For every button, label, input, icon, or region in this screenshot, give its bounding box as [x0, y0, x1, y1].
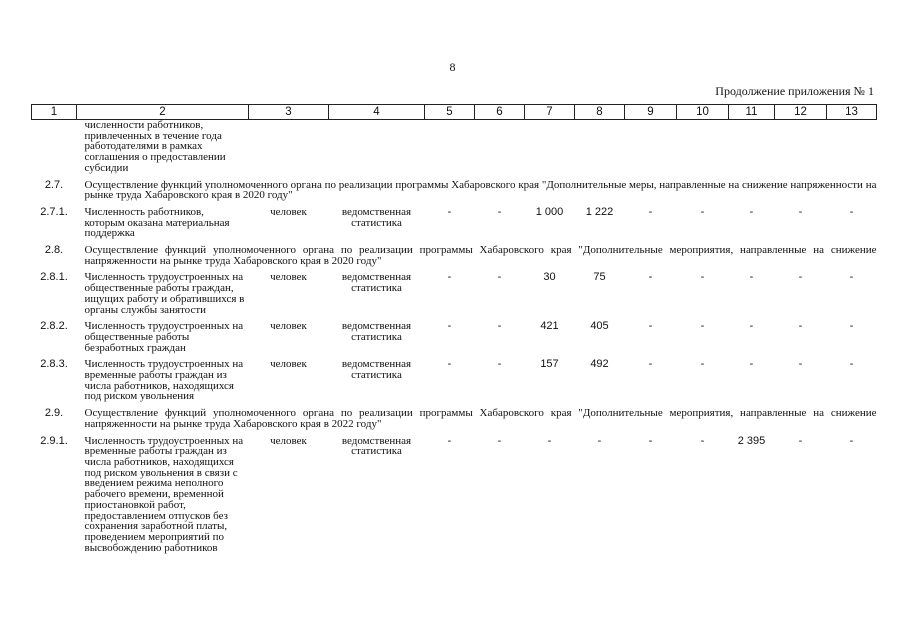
value-cell: - — [497, 205, 502, 218]
indicator-number: 2.8.1. — [40, 271, 68, 284]
section-row — [32, 174, 877, 201]
value-cell: 2 395 — [737, 434, 766, 447]
section-number: 2.9. — [44, 407, 64, 420]
value-cell: 75 — [593, 271, 606, 284]
header-cell: 12 — [775, 105, 827, 120]
value-cell: - — [447, 434, 452, 447]
value-cell: - — [849, 320, 854, 333]
section-row — [32, 402, 877, 429]
header-cell: 10 — [677, 105, 729, 120]
source-cell: ведомственная статистика — [341, 205, 412, 229]
section-number: 2.7. — [44, 178, 64, 191]
value-cell: - — [597, 434, 602, 447]
value-cell: - — [447, 320, 452, 333]
header-cell: 1 — [32, 105, 77, 120]
unit-cell: человек — [270, 320, 307, 333]
value-cell: - — [497, 434, 502, 447]
page-number: 8 — [449, 60, 456, 74]
value-cell: - — [798, 320, 803, 333]
value-cell: - — [798, 205, 803, 218]
value-cell: - — [849, 358, 854, 371]
continued-indicator-text: численности работников, привлеченных в течение года работодателями в рамках соглашения о предоставлении субсидии — [84, 119, 226, 174]
header-row — [32, 105, 877, 120]
value-cell: 492 — [590, 358, 609, 371]
unit-cell: человек — [270, 205, 307, 218]
value-cell: - — [447, 358, 452, 371]
indicators-table — [31, 104, 877, 553]
value-cell: - — [447, 205, 452, 218]
table-row — [32, 353, 877, 402]
source-cell: ведомственная статистика — [341, 271, 412, 295]
value-cell: - — [648, 434, 653, 447]
source-cell: ведомственная статистика — [341, 434, 412, 458]
indicator-name: Численность работников, которым оказана материальная поддержка — [84, 205, 230, 240]
source-cell: ведомственная статистика — [341, 358, 412, 382]
value-cell: - — [749, 205, 754, 218]
unit-cell: человек — [270, 434, 307, 447]
indicator-number: 2.8.2. — [40, 320, 68, 333]
value-cell: - — [497, 320, 502, 333]
empty-cell — [249, 120, 877, 174]
header-cell: 3 — [249, 105, 329, 120]
value-cell: - — [447, 271, 452, 284]
unit-cell: человек — [270, 358, 307, 371]
indicator-number: 2.8.3. — [40, 358, 68, 371]
header-cell: 4 — [329, 105, 425, 120]
value-cell: - — [749, 358, 754, 371]
indicator-number: 2.7.1. — [40, 205, 68, 218]
header-cell: 2 — [77, 105, 249, 120]
value-cell: - — [700, 205, 705, 218]
header-cell: 8 — [575, 105, 625, 120]
value-cell: 30 — [543, 271, 556, 284]
value-cell: - — [648, 205, 653, 218]
indicator-name: Численность трудоустроенных на общественные работы безработных граждан — [84, 320, 244, 354]
header-cell: 9 — [625, 105, 677, 120]
value-cell: 1 222 — [585, 205, 614, 218]
section-title: Осуществление функций уполномоченного органа по реализации программы Хабаровского края "Дополнительные мероприятия, направленные на снижение напряженности на рынке труда Хабаровского края в 2022 году" — [84, 407, 877, 430]
continuation-label: Продолжение приложения № 1 — [715, 84, 874, 98]
indicator-name: Численность трудоустроенных на временные работы граждан из числа работников, находящихся под риском увольнения — [84, 358, 244, 403]
value-cell: - — [798, 271, 803, 284]
value-cell: - — [849, 434, 854, 447]
value-cell: - — [700, 434, 705, 447]
table-row — [32, 315, 877, 353]
value-cell: - — [849, 205, 854, 218]
value-cell: - — [798, 434, 803, 447]
value-cell: 405 — [590, 320, 609, 333]
indicator-name: Численность трудоустроенных на общественные работы граждан, ищущих работу и обратившихся в органы службы занятости — [84, 271, 245, 316]
row-number-cell — [32, 120, 77, 174]
header-cell: 7 — [525, 105, 575, 120]
table-row — [32, 430, 877, 554]
section-title: Осуществление функций уполномоченного органа по реализации программы Хабаровского края "Дополнительные меры, направленные на снижение напряженности на рынке труда Хабаровского края в 2020 году" — [84, 178, 877, 202]
value-cell: - — [700, 358, 705, 371]
value-cell: - — [648, 358, 653, 371]
header-cell: 13 — [827, 105, 877, 120]
table-row — [32, 120, 877, 174]
value-cell: 421 — [540, 320, 559, 333]
section-row — [32, 239, 877, 266]
value-cell: - — [700, 320, 705, 333]
section-title: Осуществление функций уполномоченного органа по реализации программы Хабаровского края "Дополнительные мероприятия, направленные на снижение напряженности на рынке труда Хабаровского края в 2020 году" — [84, 244, 877, 267]
unit-cell: человек — [270, 271, 307, 284]
value-cell: - — [749, 320, 754, 333]
value-cell: - — [648, 320, 653, 333]
table-row — [32, 201, 877, 239]
value-cell: 1 000 — [535, 205, 564, 218]
value-cell: - — [497, 271, 502, 284]
value-cell: 157 — [540, 358, 559, 371]
header-cell: 6 — [475, 105, 525, 120]
table-row — [32, 266, 877, 315]
value-cell: - — [700, 271, 705, 284]
table-body — [32, 120, 877, 554]
indicator-name: Численность трудоустроенных на временные работы граждан из числа работников, находящихся под риском увольнения в связи с введением режима неполного рабочего времени, временной приостановкой работ, предоставлением отпусков без сохранения заработной платы, проведением мероприятий по высвобождению работников — [84, 434, 244, 554]
value-cell: - — [497, 358, 502, 371]
section-number: 2.8. — [44, 244, 64, 257]
value-cell: - — [798, 358, 803, 371]
source-cell: ведомственная статистика — [341, 320, 412, 343]
indicator-number: 2.9.1. — [40, 434, 68, 447]
value-cell: - — [849, 271, 854, 284]
value-cell: - — [547, 434, 552, 447]
header-cell: 11 — [729, 105, 775, 120]
value-cell: - — [749, 271, 754, 284]
header-cell: 5 — [425, 105, 475, 120]
value-cell: - — [648, 271, 653, 284]
